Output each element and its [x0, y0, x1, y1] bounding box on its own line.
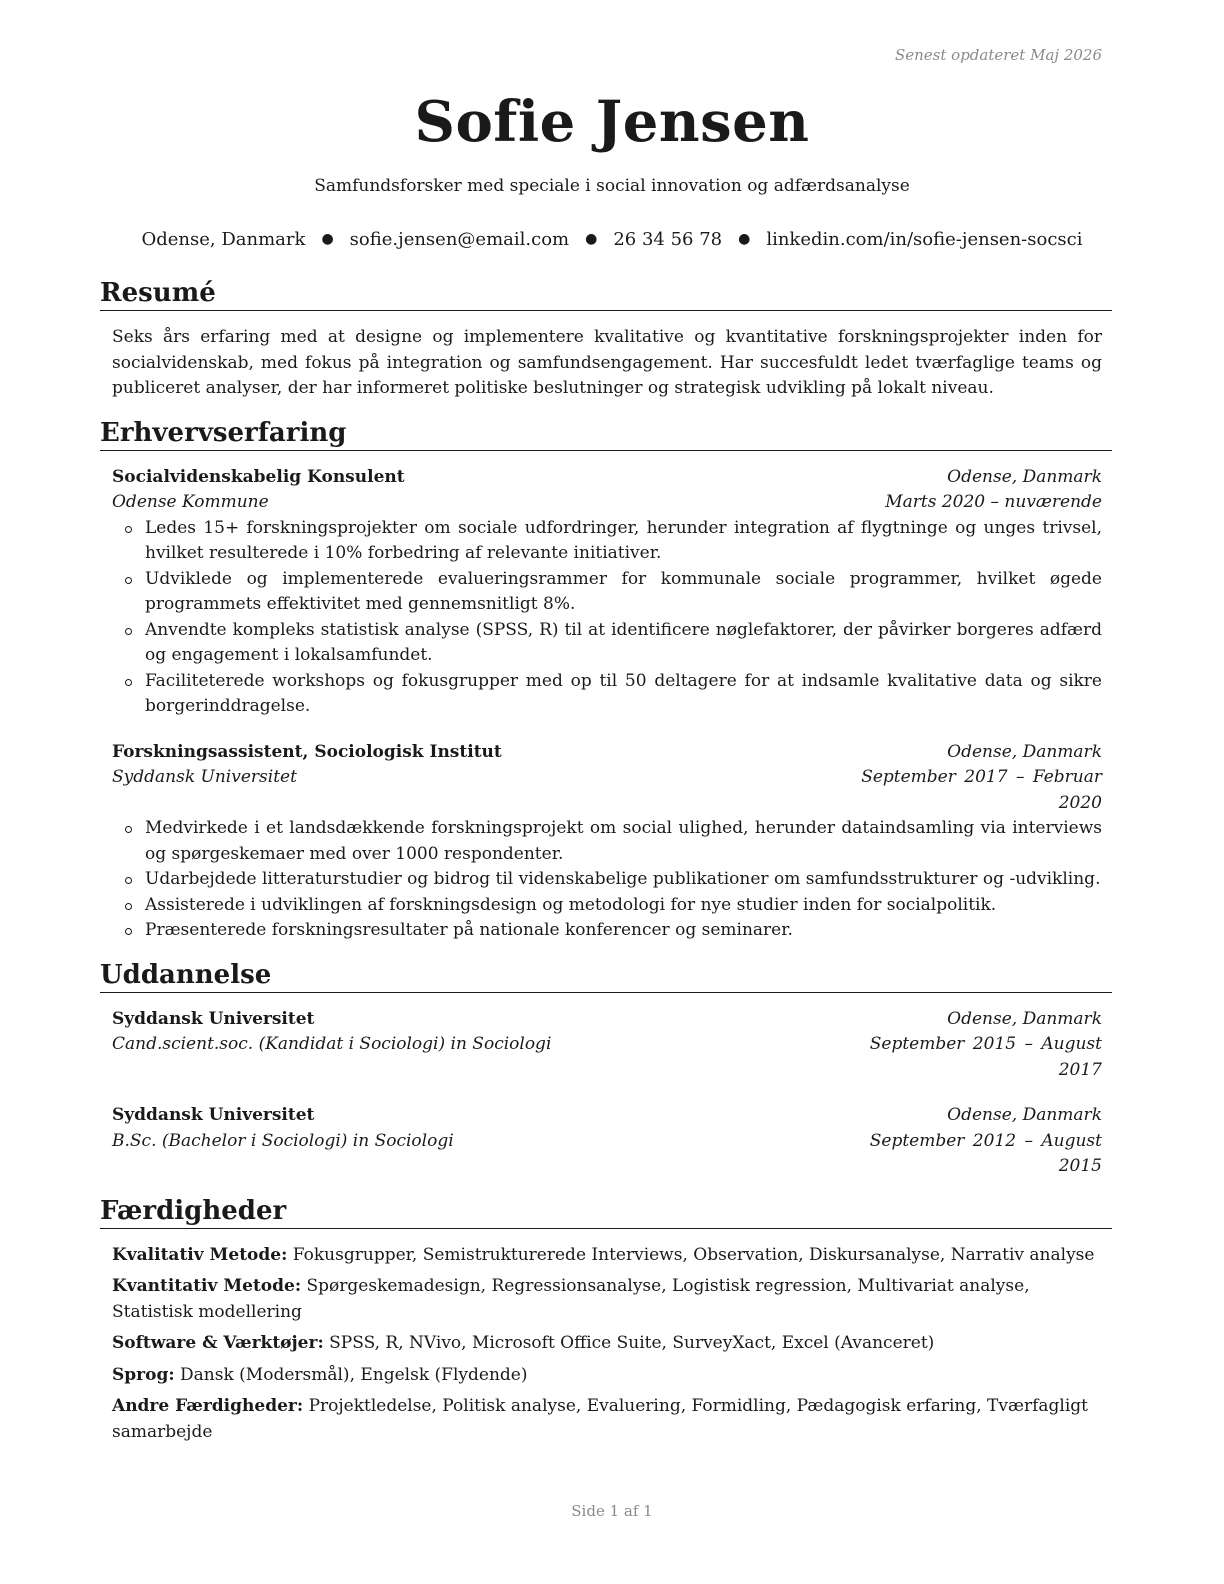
job-location: Odense, Danmark [947, 741, 1102, 762]
skill-label: Sprog: [112, 1364, 175, 1385]
last-updated: Senest opdateret Maj 2026 [894, 46, 1102, 64]
education-dates: September 2015 – August 2017 [869, 1034, 1102, 1080]
education-dates: September 2012 – August 2015 [869, 1130, 1102, 1176]
skill-label: Software & Værktøjer: [112, 1333, 324, 1353]
job-dates: Marts 2020 – nuværende [885, 492, 1102, 512]
section-title-education: Uddannelse [100, 958, 1112, 993]
separator-dot: ● [321, 231, 334, 247]
bullet-item: Præsenterede forskningsresultater på nationale konferencer og seminarer. [145, 918, 1102, 944]
education-degree: Cand.scient.soc. (Kandidat i Sociologi) in Sociologi [112, 1034, 552, 1054]
section-title-skills: Færdigheder [100, 1194, 1112, 1229]
job-org: Odense Kommune [112, 492, 269, 512]
education-school: Syddansk Universitet [112, 1008, 315, 1029]
bullet-item: Udarbejdede litteraturstudier og bidrog til videnskabelige publikationer om samfundsstrukturer og -udvikling. [145, 867, 1102, 893]
section-title-summary: Resumé [100, 276, 1112, 311]
bullet-item: Anvendte kompleks statistisk analyse (SPSS, R) til at identificere nøglefaktorer, der påvirker borgeres adfærd og engagement i lokalsamfundet. [145, 618, 1102, 669]
education-school: Syddansk Universitet [112, 1105, 315, 1125]
skill-label: Andre Færdigheder: [112, 1396, 304, 1416]
skill-row [112, 1331, 1102, 1357]
education-entry [100, 1007, 1112, 1084]
job-bullets [112, 816, 1102, 944]
tagline: Samfundsforsker med speciale i social innovation og adfærdsanalyse [314, 176, 910, 196]
contact-email[interactable]: sofie.jensen@email.com [349, 229, 570, 250]
bullet-item: Udviklede og implementerede evalueringsrammer for kommunale sociale programmer, hvilket øgede programmets effektivitet med gennemsnitligt 8%. [145, 567, 1102, 618]
bullet-item: Medvirkede i et landsdækkende forskningsprojekt om social ulighed, herunder dataindsamling via interviews og spørgeskemaer med over 1000 respondenter. [145, 816, 1102, 867]
job-role: Socialvidenskabelig Konsulent [112, 466, 405, 487]
skill-value: Projektledelse, Politisk analyse, Evaluering, Formidling, Pædagogisk erfaring, Tværfagligt samarbejde [112, 1396, 1088, 1442]
job-bullets [112, 516, 1102, 720]
skill-row [112, 1274, 1102, 1325]
skill-label: Kvantitativ Metode: [112, 1276, 302, 1296]
skill-value: Spørgeskemadesign, Regressionsanalyse, Logistisk regression, Multivariat analyse, Statistisk modellering [112, 1276, 1030, 1322]
job-role: Forskningsassistent, Sociologisk Institut [112, 741, 502, 762]
contact-line [0, 229, 1224, 250]
education-location: Odense, Danmark [947, 1105, 1102, 1125]
job-entry [100, 465, 1112, 720]
page-number: Side 1 af 1 [571, 1502, 653, 1520]
separator-dot: ● [738, 231, 751, 247]
skill-value: SPSS, R, NVivo, Microsoft Office Suite, SurveyXact, Excel (Avanceret) [329, 1333, 935, 1353]
education-entry [100, 1103, 1112, 1180]
job-dates: September 2017 – Februar 2020 [861, 767, 1102, 813]
education-location: Odense, Danmark [947, 1008, 1102, 1029]
candidate-name: Sofie Jensen [414, 89, 810, 155]
resume-content [100, 276, 1112, 1451]
skill-row [112, 1394, 1102, 1445]
separator-dot: ● [585, 231, 598, 247]
contact-phone: 26 34 56 78 [613, 229, 723, 250]
skill-value: Dansk (Modersmål), Engelsk (Flydende) [180, 1364, 528, 1385]
education-degree: B.Sc. (Bachelor i Sociologi) in Sociologi [112, 1130, 454, 1151]
job-org: Syddansk Universitet [112, 767, 297, 787]
skill-row [112, 1243, 1102, 1269]
contact-linkedin[interactable]: linkedin.com/in/sofie-jensen-socsci [766, 229, 1083, 250]
job-location: Odense, Danmark [947, 466, 1102, 487]
bullet-item: Faciliteterede workshops og fokusgrupper med op til 50 deltagere for at indsamle kvalitative data og sikre borgerinddragelse. [145, 669, 1102, 720]
skill-label: Kvalitativ Metode: [112, 1244, 288, 1265]
job-entry [100, 740, 1112, 944]
bullet-item: Assisterede i udviklingen af forskningsdesign og metodologi for nye studier inden for socialpolitik. [145, 893, 1102, 919]
skill-value: Fokusgrupper, Semistrukturerede Interviews, Observation, Diskursanalyse, Narrativ analyse [292, 1244, 1095, 1265]
contact-location: Odense, Danmark [141, 229, 306, 250]
skill-row [112, 1363, 1102, 1389]
section-title-experience: Erhvervserfaring [100, 416, 1112, 451]
summary-text: Seks års erfaring med at designe og implementere kvalitative og kvantitative forskningsprojekter inden for socialvidenskab, med fokus på integration og samfundsengagement. Har succesfuldt ledet tværfaglige teams og publiceret analyser, der har informeret politiske beslutninger og strategisk udvikling på lokalt niveau. [112, 327, 1102, 398]
bullet-item: Ledes 15+ forskningsprojekter om sociale udfordringer, herunder integration af flygtninge og unges trivsel, hvilket resulterede i 10% forbedring af relevante initiativer. [145, 516, 1102, 567]
